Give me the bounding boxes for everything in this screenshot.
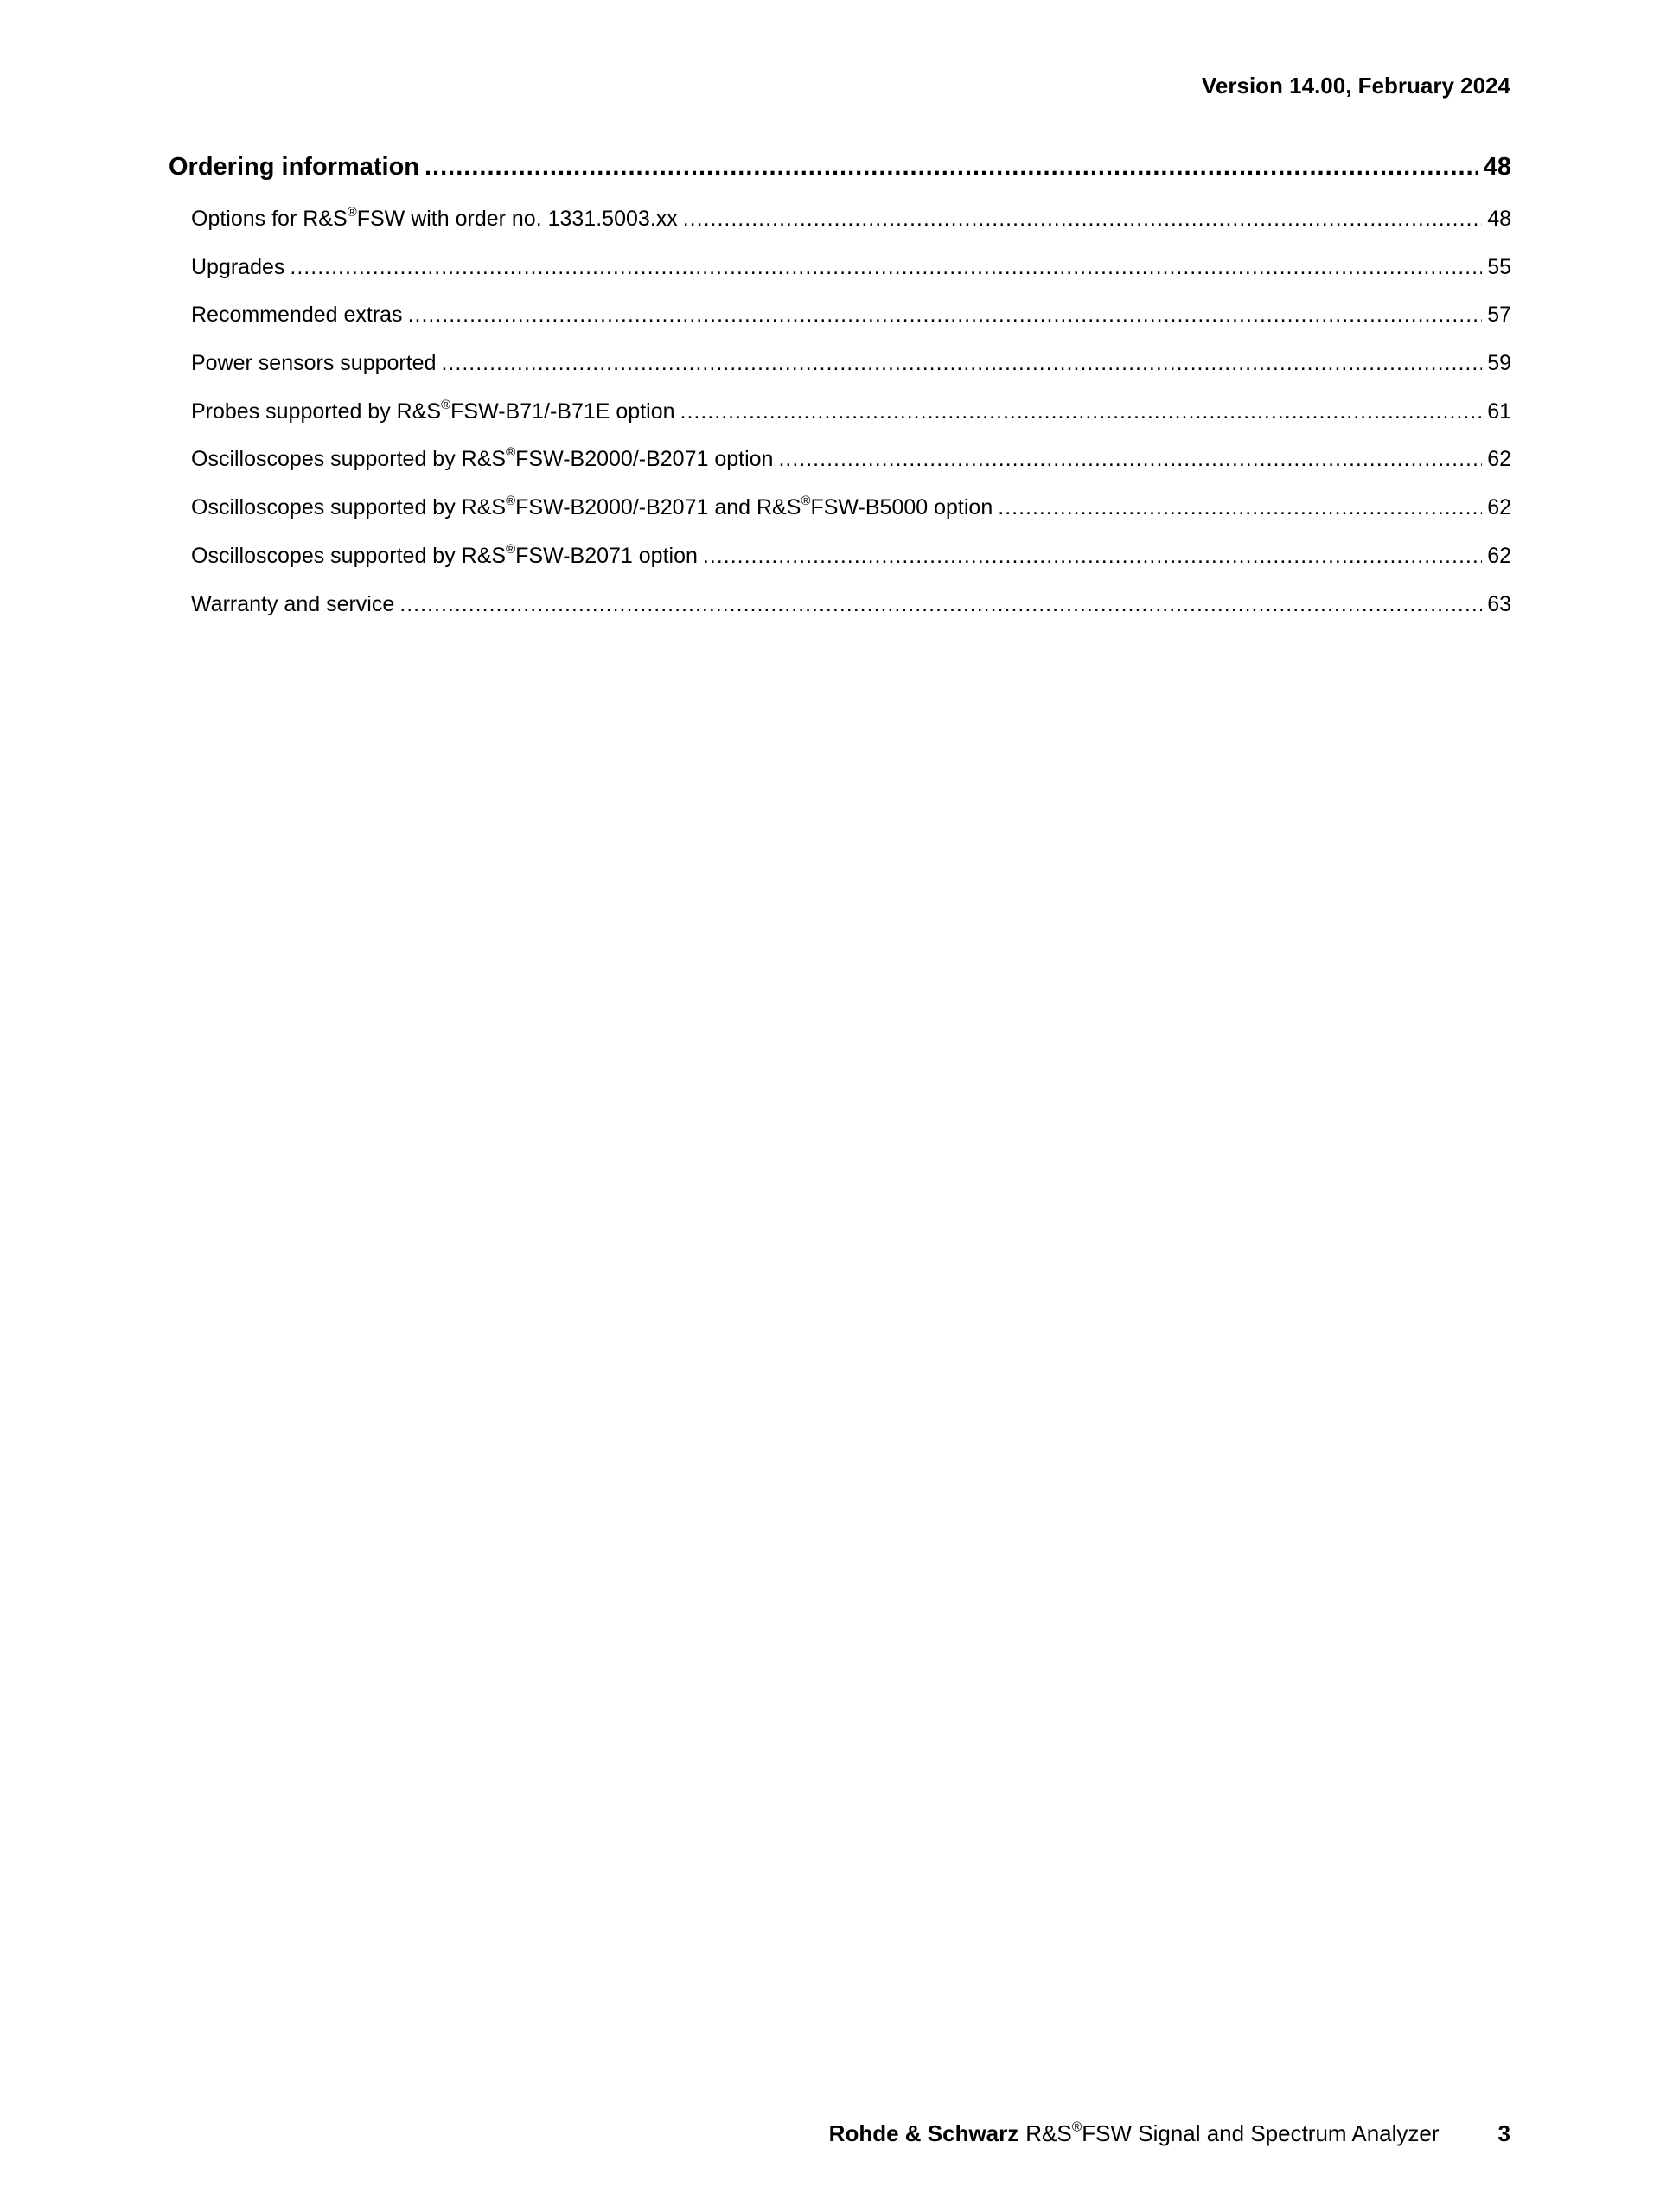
page-footer [829,2120,1510,2147]
toc-section-ordering-information[interactable] [169,149,1511,185]
toc-entry-upgrades[interactable] [191,244,1511,292]
toc-entry-page: 62 [1487,495,1511,520]
toc-dot-leader [703,532,1482,581]
toc-entry-title: Warranty and service [191,591,395,616]
toc-entry-page: 48 [1487,207,1511,231]
toc-dot-leader [998,484,1482,532]
toc-dot-leader [441,340,1482,388]
toc-entry-title: Oscilloscopes supported by R&S®FSW-B2000/-B2071 and R&S®FSW-B5000 option [191,493,993,520]
toc-dot-leader [290,244,1482,292]
document-version: Version 14.00, February 2024 [1202,73,1510,99]
toc-entry-title: Probes supported by R&S®FSW-B71/-B71E option [191,397,675,424]
toc-entry-page: 62 [1487,543,1511,568]
toc-entry-title: Upgrades [191,254,285,279]
toc-dot-leader [425,149,1478,185]
toc-entry-power-sensors[interactable] [191,340,1511,388]
toc-entry-list [191,195,1511,628]
toc-entry-probes[interactable] [191,388,1511,437]
toc-entry-oscilloscopes-b2071[interactable] [191,532,1511,581]
toc-entry-title: Recommended extras [191,303,403,328]
toc-dot-leader [399,581,1482,629]
footer-product: R&S®FSW Signal and Spectrum Analyzer [1025,2120,1440,2146]
toc-entry-title: Oscilloscopes supported by R&S®FSW-B2071 option [191,541,698,568]
footer-brand: Rohde & Schwarz [828,2120,1019,2146]
toc-dot-leader [680,388,1483,437]
toc-entry-page: 55 [1487,254,1511,279]
toc-entry-warranty[interactable] [191,581,1511,629]
table-of-contents [169,149,1511,628]
toc-entry-recommended-extras[interactable] [191,291,1511,340]
footer-page-number: 3 [1497,2120,1510,2146]
toc-entry-title: Options for R&S®FSW with order no. 1331.5003.xx [191,204,678,231]
toc-dot-leader [778,436,1482,484]
toc-entry-page: 62 [1487,447,1511,472]
toc-entry-page: 59 [1487,351,1511,376]
toc-entry-oscilloscopes-b2000[interactable] [191,436,1511,484]
toc-entry-page: 63 [1487,591,1511,616]
toc-entry-oscilloscopes-b5000[interactable] [191,484,1511,532]
toc-section-page: 48 [1483,153,1511,181]
toc-entry-page: 61 [1487,398,1511,424]
toc-entry-title: Power sensors supported [191,351,437,376]
toc-entry-page: 57 [1487,303,1511,328]
toc-entry-options[interactable] [191,195,1511,244]
toc-entry-title: Oscilloscopes supported by R&S®FSW-B2000/-B2071 option [191,445,774,472]
toc-dot-leader [683,195,1482,244]
toc-dot-leader [408,291,1483,340]
toc-section-title: Ordering information [169,153,419,181]
